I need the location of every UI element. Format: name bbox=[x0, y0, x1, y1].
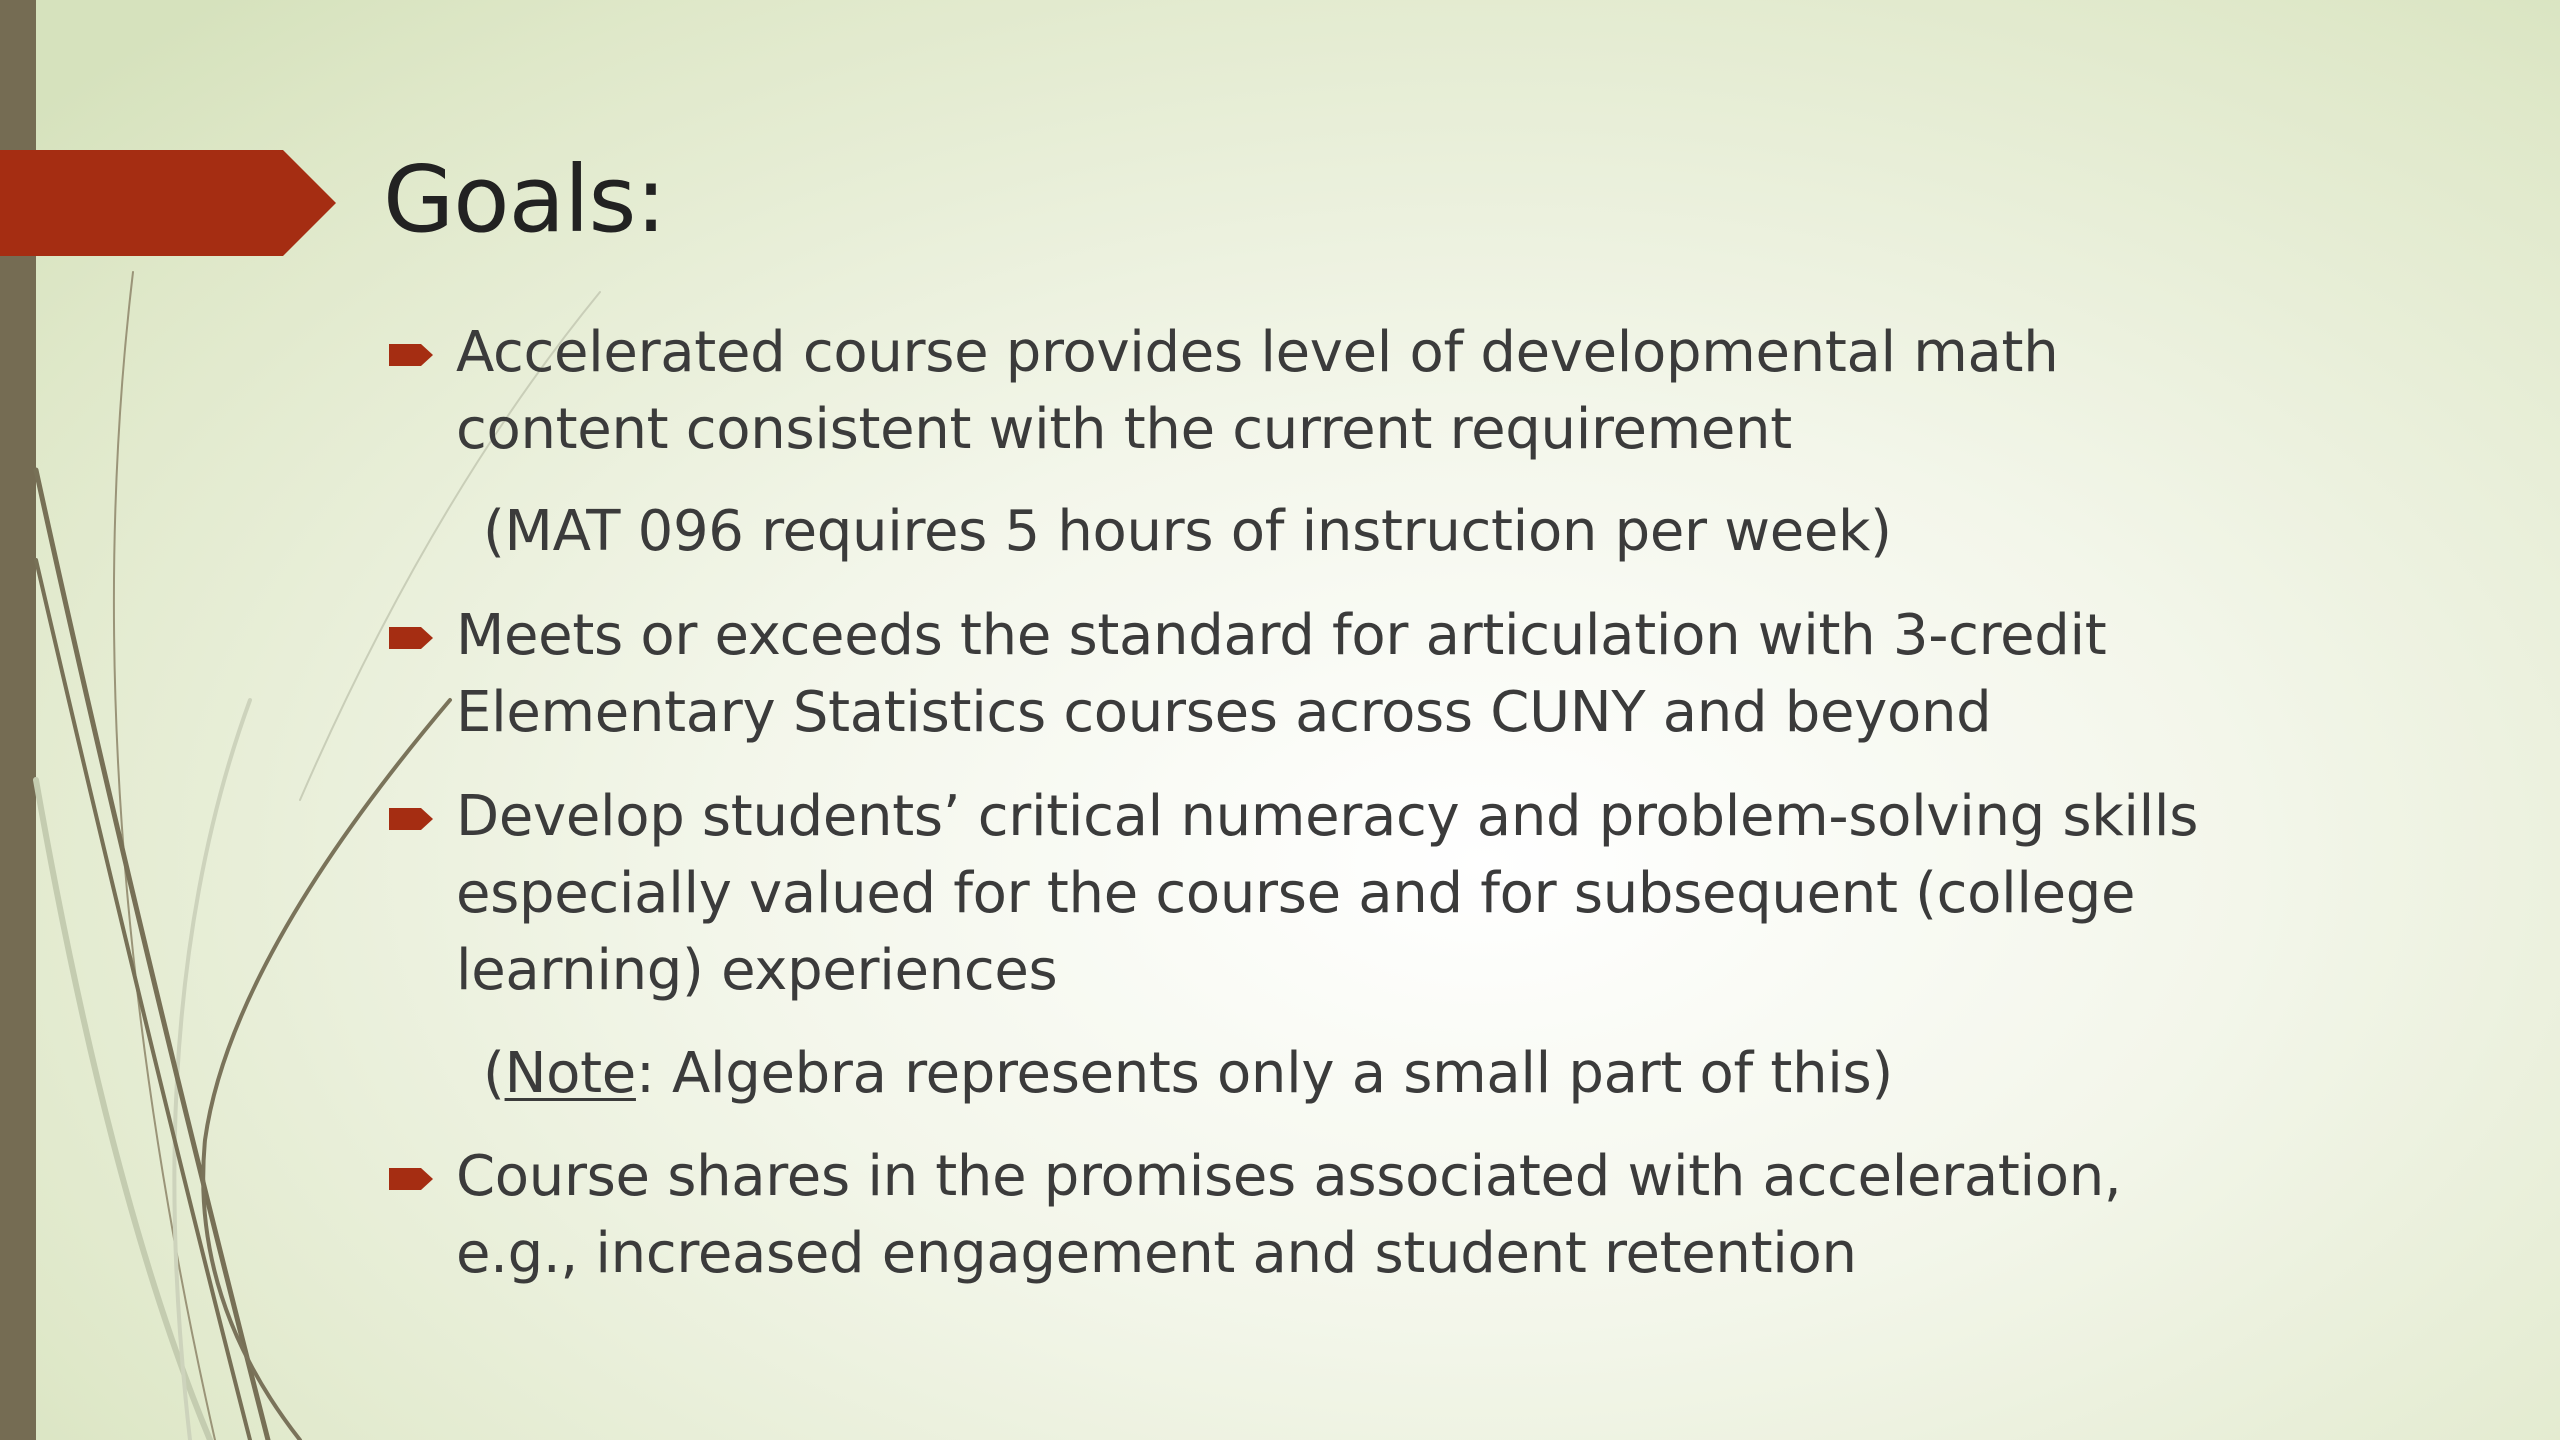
title-arrow-banner bbox=[0, 150, 336, 256]
bullet-1-line-2: content consistent with the current requirement bbox=[456, 397, 1792, 462]
bullet-2-line-2: Elementary Statistics courses across CUNY and beyond bbox=[456, 680, 1992, 745]
curve-light-1 bbox=[114, 272, 215, 1440]
bullet-3-line-1: Develop students’ critical numeracy and problem-solving skills bbox=[456, 784, 2199, 849]
arrow-bullet-icon bbox=[389, 1168, 433, 1190]
slide-title: Goals: bbox=[383, 146, 666, 253]
bullet-3-line-2: especially valued for the course and for subsequent (college bbox=[456, 861, 2136, 926]
bullet-4-line-2: e.g., increased engagement and student retention bbox=[456, 1221, 1857, 1286]
note-label: Note bbox=[504, 1041, 636, 1106]
arrow-bullet-icon bbox=[389, 808, 433, 830]
note-open-paren: ( bbox=[483, 1041, 505, 1106]
curve-dark-2 bbox=[36, 560, 250, 1440]
arrow-bullet-icon bbox=[389, 627, 433, 649]
bullet-2-line-1: Meets or exceeds the standard for articulation with 3-credit bbox=[456, 603, 2107, 668]
bullet-3-line-3: learning) experiences bbox=[456, 938, 1058, 1003]
arrow-bullet-icon bbox=[389, 344, 433, 366]
bullet-1-line-1: Accelerated course provides level of developmental math bbox=[456, 320, 2059, 385]
bullet-4-line-1: Course shares in the promises associated with acceleration, bbox=[456, 1144, 2122, 1209]
algebra-note bbox=[483, 1039, 1893, 1109]
mat-note: (MAT 096 requires 5 hours of instruction per week) bbox=[483, 499, 1892, 564]
note-text: : Algebra represents only a small part of this) bbox=[635, 1041, 1893, 1106]
